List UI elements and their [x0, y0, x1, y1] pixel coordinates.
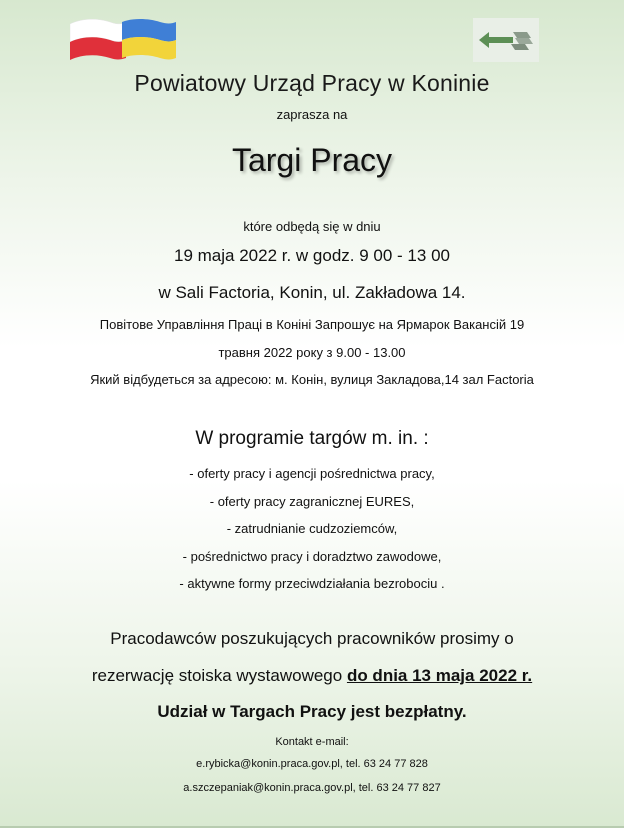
contact-label: Kontakt e-mail:	[275, 736, 349, 748]
event-location: w Sali Factoria, Konin, ul. Zakładowa 14.	[158, 283, 466, 302]
ukrainian-line-2: травня 2022 року з 9.00 - 13.00	[218, 345, 406, 360]
employers-line-2	[0, 666, 624, 686]
program-item: - pośrednictwo pracy i doradztwo zawodowe,	[182, 549, 442, 564]
contact-email-2[interactable]: a.szczepaniak@konin.praca.gov.pl, tel. 63 24 77 827	[183, 782, 441, 794]
program-item: - zatrudnianie cudzoziemców,	[226, 521, 398, 536]
arrows-logo-icon	[473, 18, 539, 62]
contact-email-1[interactable]: e.rybicka@konin.praca.gov.pl, tel. 63 24 77 828	[196, 758, 428, 770]
event-intro: które odbędą się w dniu	[243, 219, 381, 234]
employers-line-2-prefix: rezerwację stoiska wystawowego	[91, 666, 347, 685]
organization-name: Powiatowy Urząd Pracy w Koninie	[134, 70, 490, 96]
registration-deadline: do dnia 13 maja 2022 r.	[346, 666, 533, 685]
employers-line-1: Pracodawców poszukujących pracowników prosimy o	[110, 629, 514, 648]
free-participation-note: Udział w Targach Pracy jest bezpłatny.	[157, 702, 467, 721]
page-title: Targi Pracy	[231, 142, 393, 178]
invite-text: zaprasza na	[276, 107, 348, 122]
program-item: - oferty pracy zagranicznej EURES,	[209, 494, 415, 509]
program-item: - oferty pracy i agencji pośrednictwa pracy,	[189, 466, 435, 481]
ukrainian-line-3: Який відбудеться за адресою: м. Конін, вулиця Закладова,14 зал Factoria	[90, 372, 534, 387]
ukrainian-line-1: Повітове Управління Праці в Коніні Запрошує на Ярмарок Вакансій 19	[99, 317, 525, 332]
event-date-time: 19 maja 2022 r. w godz. 9 00 - 13 00	[174, 246, 450, 265]
program-item: - aktywne formy przeciwdziałania bezrobociu .	[179, 576, 445, 591]
poland-ukraine-flag-icon	[70, 18, 176, 62]
program-heading: W programie targów m. in. :	[195, 428, 429, 449]
